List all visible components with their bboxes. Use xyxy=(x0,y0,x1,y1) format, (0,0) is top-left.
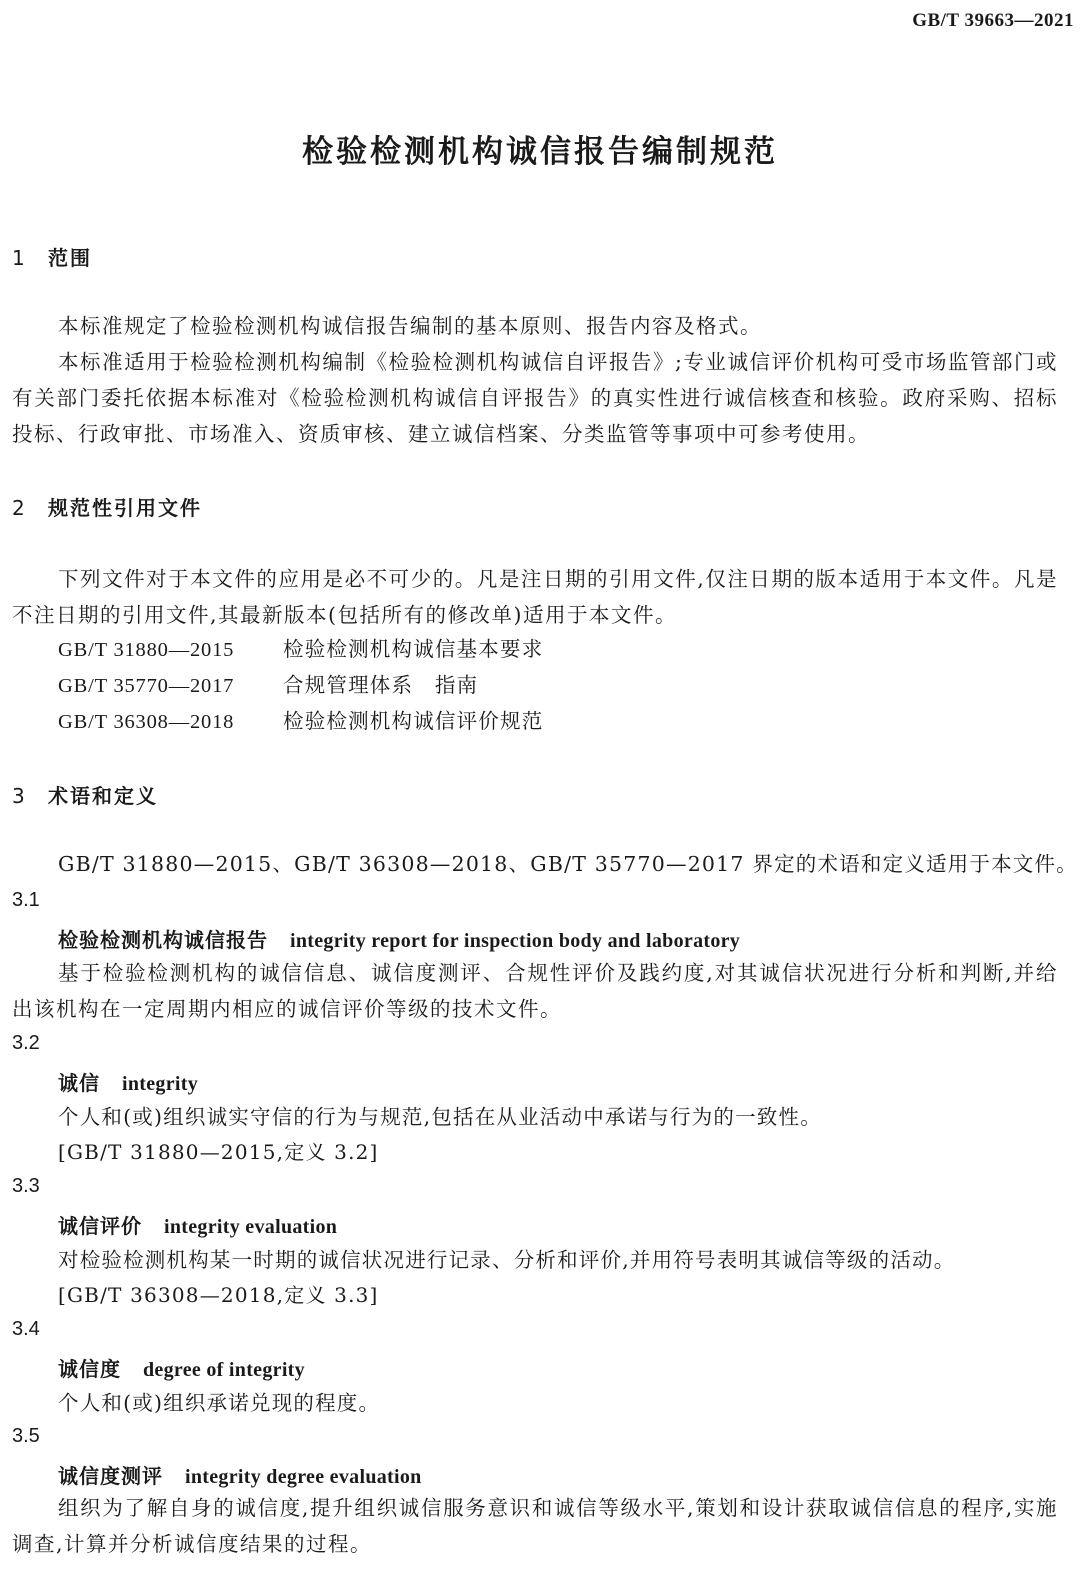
reference-code: GB/T 36308—2018 xyxy=(58,711,235,733)
term-number: 3.1 xyxy=(12,889,40,911)
reference-title: 检验检测机构诚信基本要求 xyxy=(283,637,544,661)
term-number: 3.4 xyxy=(12,1318,40,1340)
normative-reference xyxy=(58,632,543,662)
term-heading xyxy=(58,924,740,953)
normative-reference xyxy=(58,704,543,734)
section-2-paragraph-1: 下列文件对于本文件的应用是必不可少的。凡是注日期的引用文件,仅注日期的版本适用于本文件。凡是不注日期的引用文件,其最新版本(包括所有的修改单)适用于本文件。 xyxy=(12,567,1058,627)
reference-title: 合规管理体系 指南 xyxy=(283,673,479,697)
document-title: 检验检测机构诚信报告编制规范 xyxy=(302,134,778,170)
term-number: 3.5 xyxy=(12,1425,40,1447)
section-number: 1 xyxy=(12,246,27,270)
section-3-heading xyxy=(12,780,158,809)
section-title: 规范性引用文件 xyxy=(48,496,202,520)
term-source: [GB/T 31880—2015,定义 3.2] xyxy=(58,1140,379,1164)
section-3-intro: GB/T 31880—2015、GB/T 36308—2018、GB/T 35770—2017 界定的术语和定义适用于本文件。 xyxy=(58,852,1078,876)
term-definition: 组织为了解自身的诚信度,提升组织诚信服务意识和诚信等级水平,策划和设计获取诚信信息的程序,实施调查,计算并分析诚信度结果的过程。 xyxy=(12,1496,1058,1556)
normative-reference xyxy=(58,668,478,698)
section-1-paragraph-2: 本标准适用于检验检测机构编制《检验检测机构诚信自评报告》;专业诚信评价机构可受市场监管部门或有关部门委托依据本标准对《检验检测机构诚信自评报告》的真实性进行诚信核查和核验。政府采购、招标投标、行政审批、市场准入、资质审核、建立诚信档案、分类监管等事项中可参考使用。 xyxy=(12,350,1058,446)
term-definition: 个人和(或)组织承诺兑现的程度。 xyxy=(58,1391,381,1415)
term-english: integrity report for inspection body and laboratory xyxy=(290,930,741,952)
section-number: 3 xyxy=(12,784,27,808)
term-definition: 对检验检测机构某一时期的诚信状况进行记录、分析和评价,并用符号表明其诚信等级的活动。 xyxy=(58,1248,956,1272)
term-english: degree of integrity xyxy=(143,1359,305,1381)
term-heading xyxy=(58,1067,198,1096)
reference-code: GB/T 31880—2015 xyxy=(58,639,235,661)
term-chinese: 诚信度测评 xyxy=(58,1464,163,1488)
term-number: 3.3 xyxy=(12,1175,40,1197)
term-chinese: 诚信度 xyxy=(58,1357,121,1381)
term-heading xyxy=(58,1210,337,1239)
section-1-heading xyxy=(12,242,92,271)
term-english: integrity degree evaluation xyxy=(185,1466,422,1488)
section-title: 术语和定义 xyxy=(48,784,158,808)
section-number: 2 xyxy=(12,496,27,520)
reference-code: GB/T 35770—2017 xyxy=(58,675,235,697)
term-english: integrity xyxy=(122,1073,199,1095)
term-heading xyxy=(58,1460,422,1489)
term-chinese: 诚信 xyxy=(58,1071,100,1095)
term-definition: 基于检验检测机构的诚信信息、诚信度测评、合规性评价及践约度,对其诚信状况进行分析和判断,并给出该机构在一定周期内相应的诚信评价等级的技术文件。 xyxy=(12,961,1058,1021)
standard-code: GB/T 39663—2021 xyxy=(912,10,1074,31)
term-chinese: 诚信评价 xyxy=(58,1214,142,1238)
section-1-paragraph-1: 本标准规定了检验检测机构诚信报告编制的基本原则、报告内容及格式。 xyxy=(58,314,762,338)
term-chinese: 检验检测机构诚信报告 xyxy=(58,928,268,952)
section-2-heading xyxy=(12,492,202,521)
section-title: 范围 xyxy=(48,246,92,270)
term-definition: 个人和(或)组织诚实守信的行为与规范,包括在从业活动中承诺与行为的一致性。 xyxy=(58,1105,822,1129)
term-source: [GB/T 36308—2018,定义 3.3] xyxy=(58,1283,379,1307)
reference-title: 检验检测机构诚信评价规范 xyxy=(283,709,544,733)
term-heading xyxy=(58,1353,305,1382)
term-number: 3.2 xyxy=(12,1032,40,1054)
term-english: integrity evaluation xyxy=(164,1216,338,1238)
